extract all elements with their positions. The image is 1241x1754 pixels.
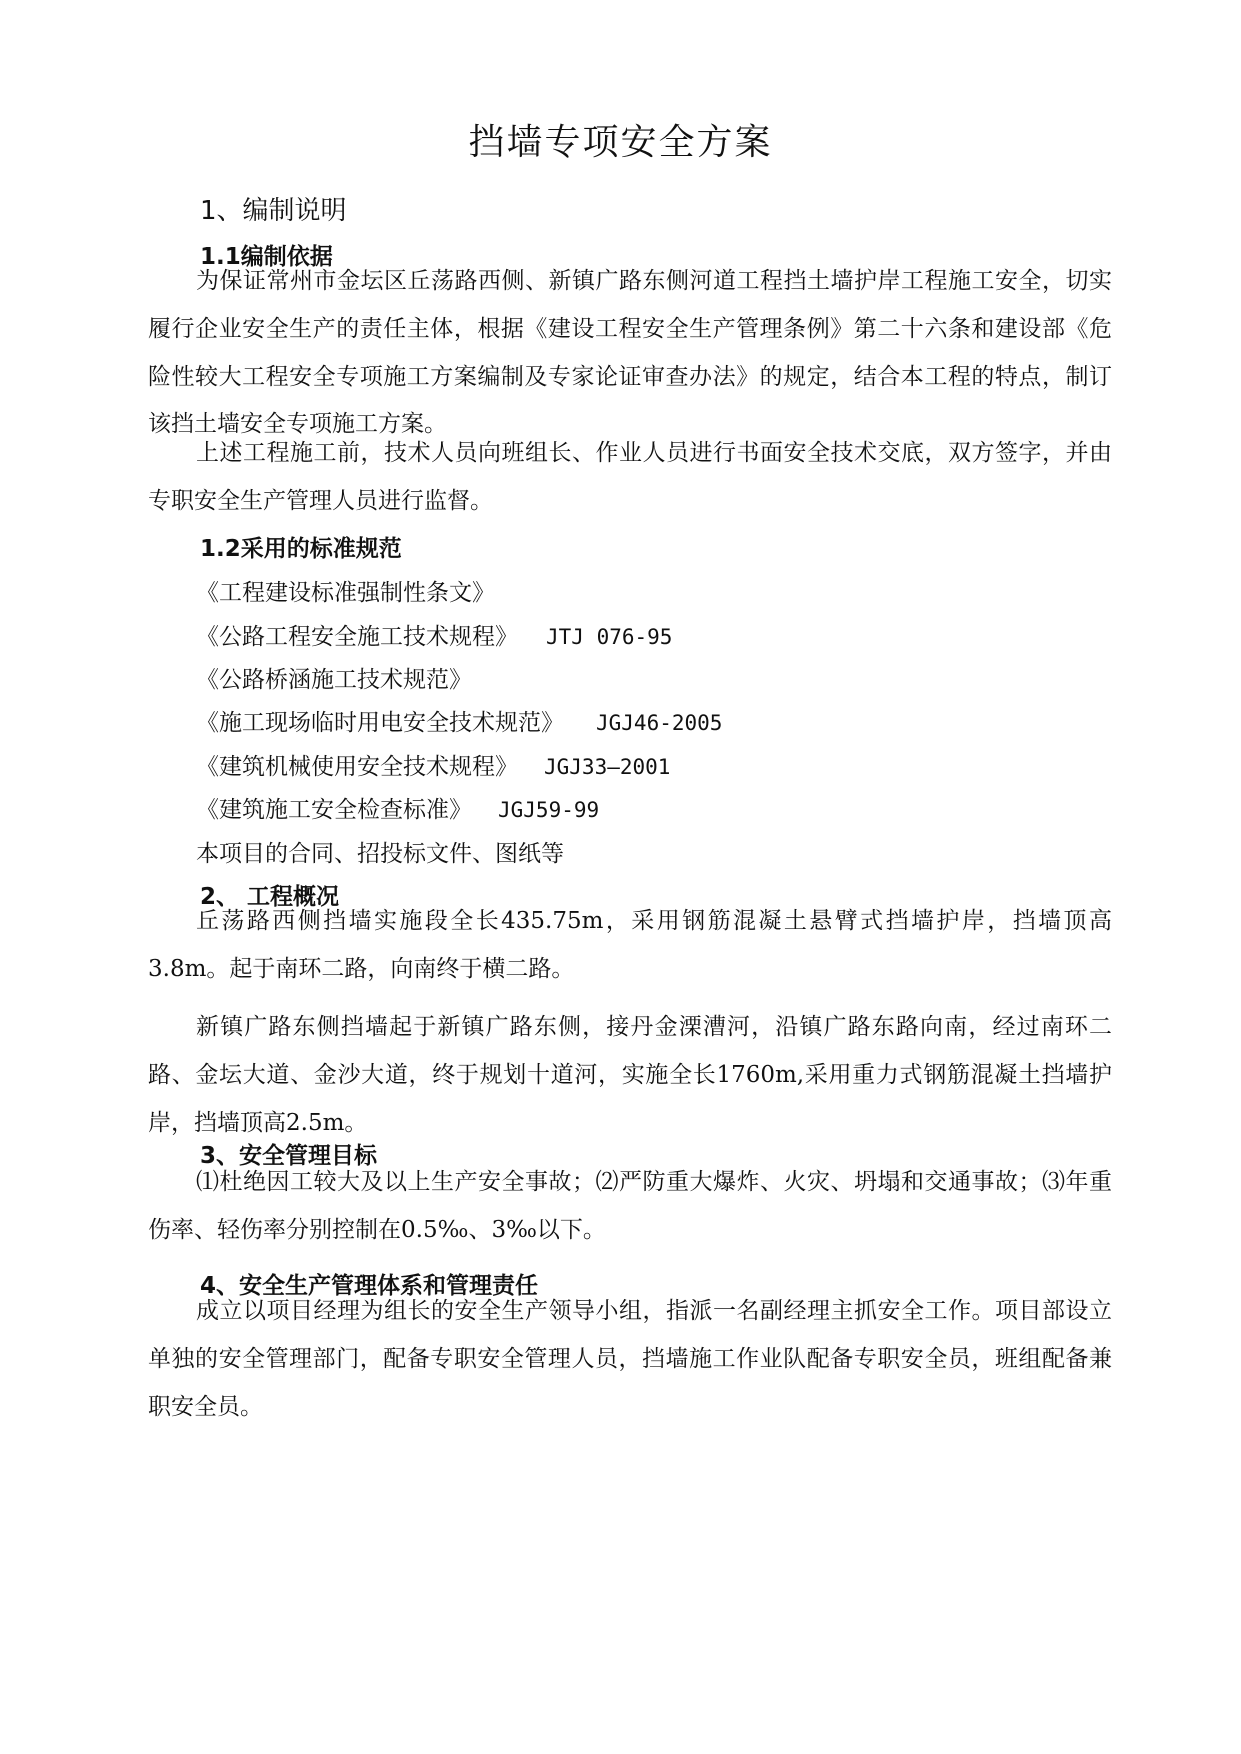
standard-item: [196, 791, 599, 824]
section-1-heading: 1、编制说明: [200, 196, 347, 226]
section-4-heading: 4、安全生产管理体系和管理责任: [200, 1273, 539, 1299]
standard-item: [196, 661, 472, 694]
section-3-paragraph-1: ⑴杜绝因工较大及以上生产安全事故；⑵严防重大爆炸、火灾、坍塌和交通事故；⑶年重伤率、轻伤率分别控制在0.5‰、3‰以下。: [148, 1169, 1112, 1243]
standards-extra-note: 本项目的合同、招投标文件、图纸等: [196, 841, 564, 867]
standard-name: 《建筑施工安全检查标准》: [196, 797, 472, 823]
section-1-1-heading: 1.1编制依据: [200, 244, 333, 270]
document-title: 挡墙专项安全方案: [468, 122, 773, 163]
standard-item: [196, 704, 722, 737]
standard-item: [196, 748, 670, 781]
standard-name: 《公路桥涵施工技术规范》: [196, 667, 472, 693]
standard-code: JGJ33—2001: [544, 755, 671, 779]
standard-name: 《公路工程安全施工技术规程》: [196, 624, 518, 650]
standard-item: [196, 618, 672, 651]
section-2-heading: 2、 工程概况: [200, 884, 340, 910]
standard-name: 《施工现场临时用电安全技术规范》: [196, 710, 564, 736]
section-4-paragraph-1: 成立以项目经理为组长的安全生产领导小组，指派一名副经理主抓安全工作。项目部设立单独的安全管理部门，配备专职安全管理人员，挡墙施工作业队配备专职安全员，班组配备兼职安全员。: [148, 1298, 1112, 1420]
standard-code: JGJ46-2005: [596, 711, 723, 735]
section-2-paragraph-1: 丘荡路西侧挡墙实施段全长435.75m，采用钢筋混凝土悬臂式挡墙护岸，挡墙顶高3.8m。起于南环二路，向南终于横二路。: [148, 908, 1112, 982]
section-1-1-paragraph-1: 为保证常州市金坛区丘荡路西侧、新镇广路东侧河道工程挡土墙护岸工程施工安全，切实履行企业安全生产的责任主体，根据《建设工程安全生产管理条例》第二十六条和建设部《危险性较大工程安全专项施工方案编制及专家论证审查办法》的规定，结合本工程的特点，制订该挡土墙安全专项施工方案。: [148, 268, 1112, 438]
standard-name: 《建筑机械使用安全技术规程》: [196, 754, 518, 780]
standard-code: JTJ 076-95: [546, 625, 673, 649]
standard-name: 《工程建设标准强制性条文》: [196, 580, 495, 606]
standard-code: JGJ59-99: [498, 798, 600, 822]
section-2-paragraph-2: 新镇广路东侧挡墙起于新镇广路东侧，接丹金溧漕河，沿镇广路东路向南，经过南环二路、金坛大道、金沙大道，终于规划十道河，实施全长1760m,采用重力式钢筋混凝土挡墙护岸，挡墙顶高2.5m。: [148, 1014, 1112, 1136]
section-3-heading: 3、安全管理目标: [200, 1143, 378, 1169]
section-1-1-paragraph-2: 上述工程施工前，技术人员向班组长、作业人员进行书面安全技术交底，双方签字，并由专职安全生产管理人员进行监督。: [148, 440, 1112, 514]
section-1-2-heading: 1.2采用的标准规范: [200, 536, 402, 562]
standard-item: [196, 574, 495, 607]
